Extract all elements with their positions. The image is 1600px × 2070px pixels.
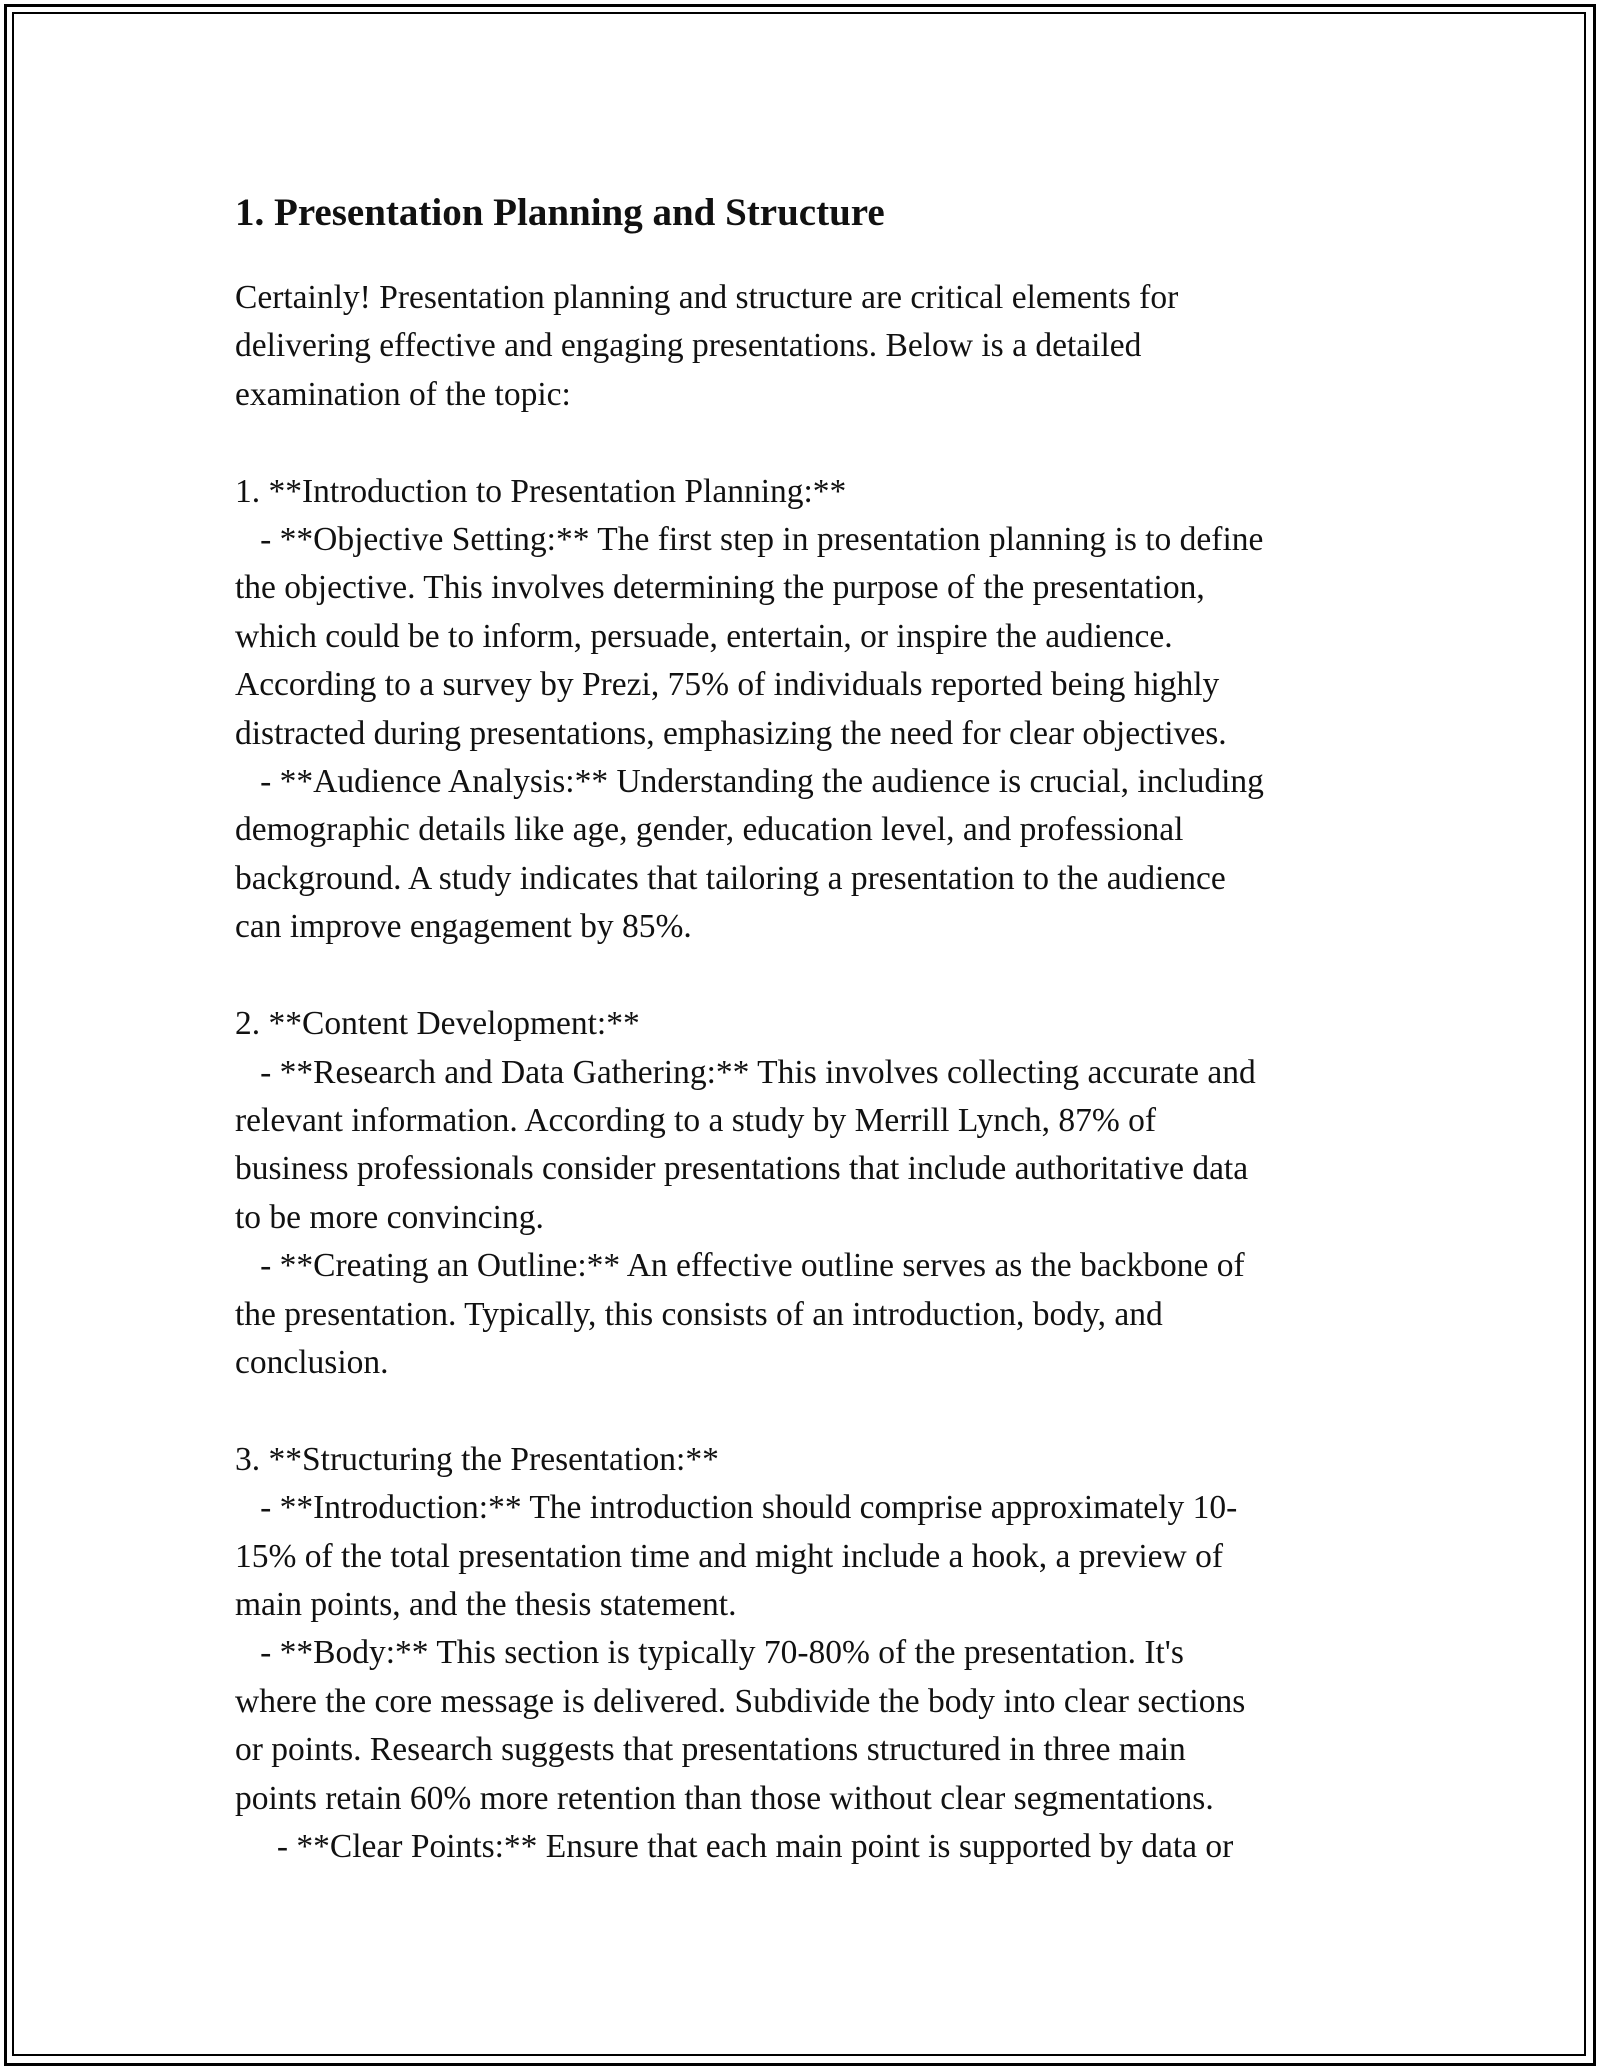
- document-body: Certainly! Presentation planning and structure are critical elements for delivering effective and engaging presentations. Below is a detailed examination of the topic: 1. **Introduction to Presentation Planning:** - **Objective Setting:** The first step in presentation planning is to define the objective. This involves determining the purpose of the presentation, which could be to inform, persuade, entertain, or inspire the audience. According to a survey by Prezi, 75% of individuals reported being highly distracted during presentations, emphasizing the need for clear objectives. - **Audience Analysis:** Understanding the audience is crucial, including demographic details like age, gender, education level, and professional background. A study indicates that tailoring a presentation to the audience can improve engagement by 85%. 2. **Content Development:** - **Research and Data Gathering:** This involves collecting accurate and relevant information. According to a study by Merrill Lynch, 87% of business professionals consider presentations that include authoritative data to be more convincing. - **Creating an Outline:** An effective outline serves as the backbone of the presentation. Typically, this consists of an introduction, body, and conclusion. 3. **Structuring the Presentation:** - **Introduction:** The introduction should comprise approximately 10- 15% of the total presentation time and might include a hook, a preview of main points, and the thesis statement. - **Body:** This section is typically 70-80% of the presentation. It's where the core message is delivered. Subdivide the body into clear sections or points. Research suggests that presentations structured in three main points retain 60% more retention than those without clear segmentations. - **Clear Points:** Ensure that each main point is supported by data or: [235, 279, 1264, 1865]
- document-page: [235, 186, 1385, 1871]
- document-title: 1. Presentation Planning and Structure: [235, 191, 885, 234]
